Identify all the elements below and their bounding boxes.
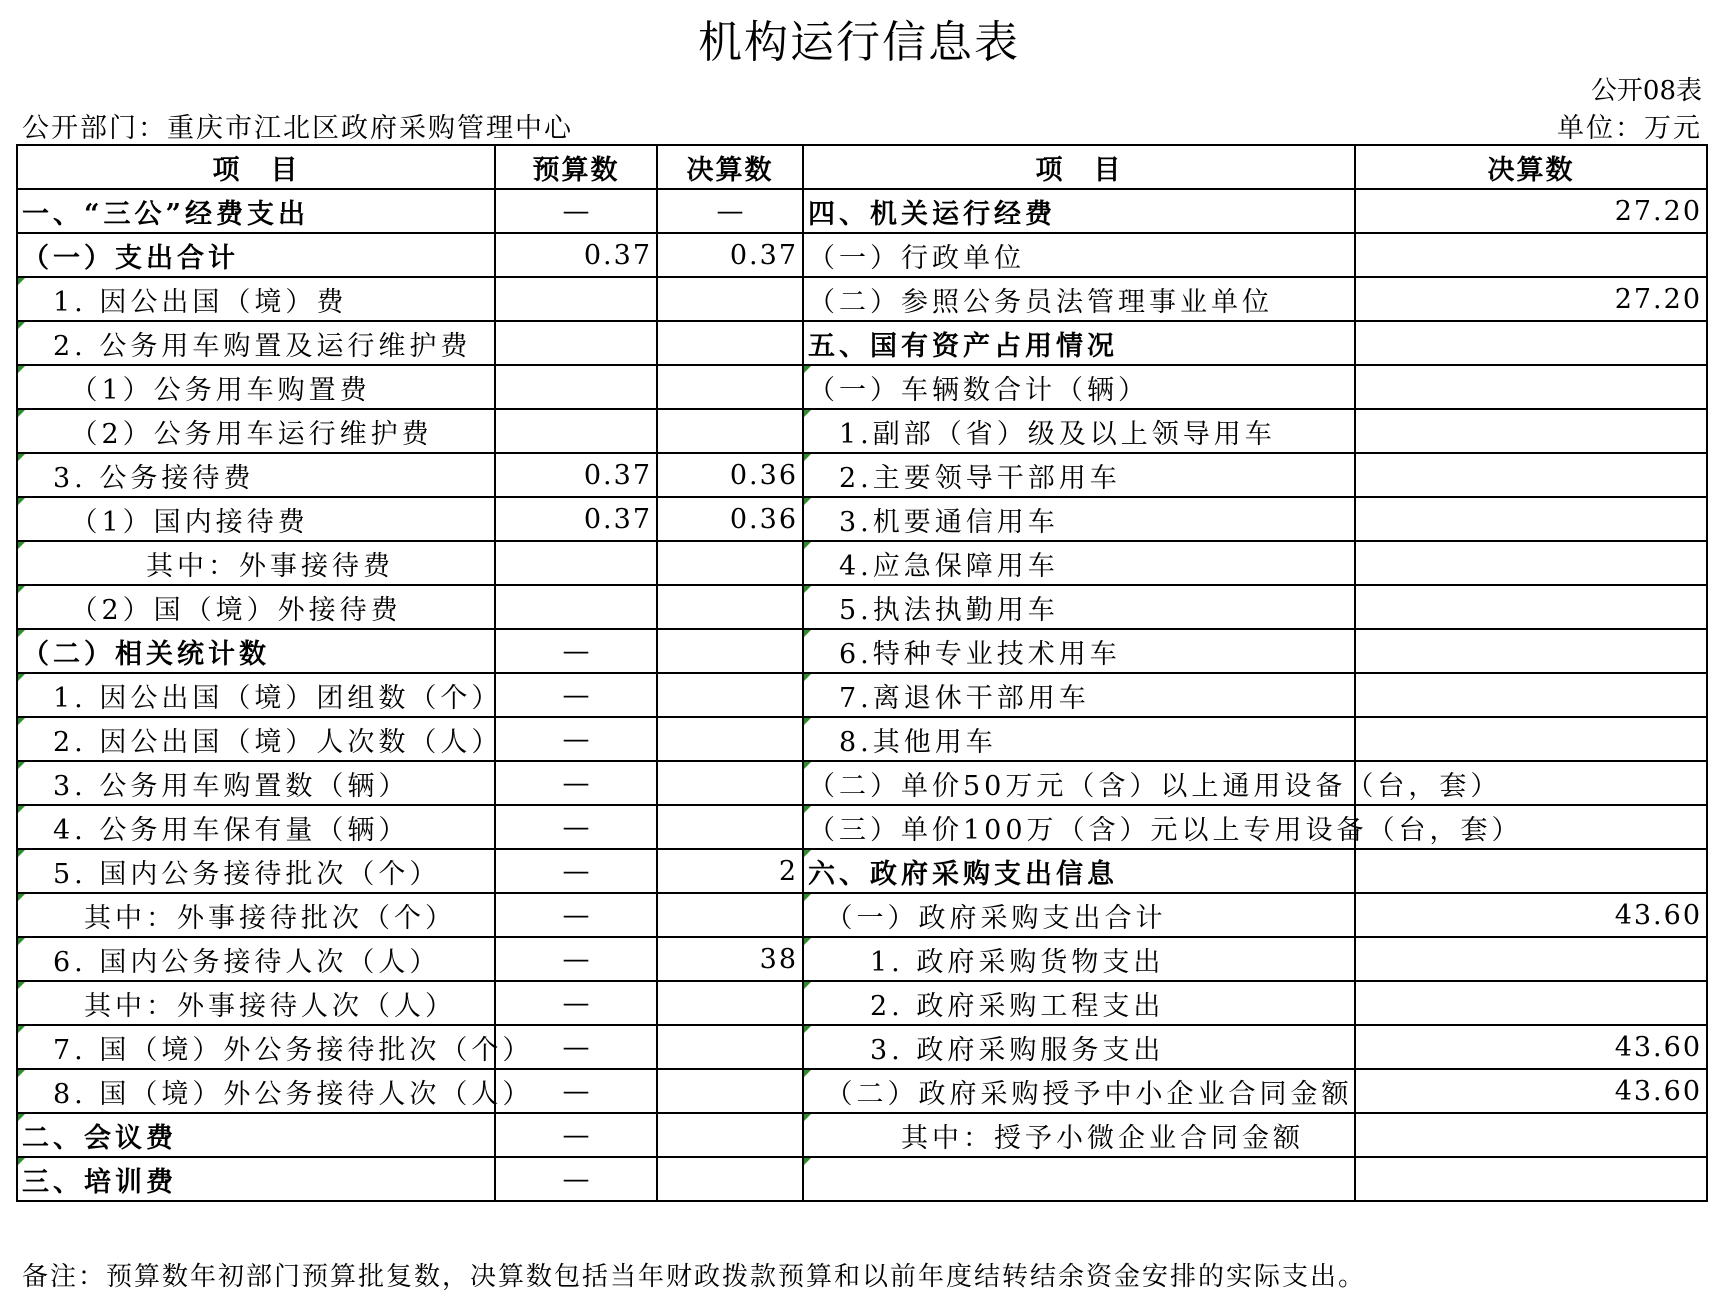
left-item-cell: 4. 公务用车保有量（辆） (17, 805, 495, 849)
table-row (17, 1069, 1707, 1113)
budget-cell (495, 409, 657, 453)
final-cell: 0.37 (657, 233, 803, 277)
right-item-cell: 2. 政府采购工程支出 (803, 981, 1355, 1025)
table-row (17, 585, 1707, 629)
right-final-cell (1355, 629, 1707, 673)
right-item-cell: 3. 政府采购服务支出 (803, 1025, 1355, 1069)
header-final-right: 决算数 (1355, 145, 1707, 189)
table-row (17, 805, 1707, 849)
right-item-cell (803, 1157, 1355, 1201)
page-title: 机构运行信息表 (698, 17, 1020, 68)
right-final-cell (1355, 321, 1707, 365)
table-row (17, 849, 1707, 893)
right-final-cell (1355, 585, 1707, 629)
final-cell (657, 673, 803, 717)
left-item-cell: （2）国（境）外接待费 (17, 585, 495, 629)
final-cell (657, 277, 803, 321)
left-item-cell: 其中：外事接待批次（个） (17, 893, 495, 937)
right-item-cell: 7.离退休干部用车 (803, 673, 1355, 717)
right-final-cell (1355, 541, 1707, 585)
left-item-cell: 其中：外事接待费 (17, 541, 495, 585)
right-final-cell: 27.20 (1355, 189, 1707, 233)
header-item: 项 目 (17, 145, 495, 189)
table-row (17, 893, 1707, 937)
budget-cell (495, 541, 657, 585)
right-item-cell: 六、政府采购支出信息 (803, 849, 1355, 893)
final-cell (657, 585, 803, 629)
budget-cell: — (495, 1069, 657, 1113)
left-item-cell: 5. 国内公务接待批次（个） (17, 849, 495, 893)
right-final-cell (1355, 1157, 1707, 1201)
right-item-cell: （二）单价50万元（含）以上通用设备（台，套） (803, 761, 1355, 805)
right-item-cell: （一）政府采购支出合计 (803, 893, 1355, 937)
budget-cell: — (495, 849, 657, 893)
header-item-right: 项 目 (803, 145, 1355, 189)
budget-cell: — (495, 1113, 657, 1157)
left-item-cell: （二）相关统计数 (17, 629, 495, 673)
right-final-cell (1355, 453, 1707, 497)
table-row (17, 233, 1707, 277)
budget-cell: — (495, 629, 657, 673)
table-row (17, 629, 1707, 673)
right-final-cell (1355, 981, 1707, 1025)
final-cell (657, 1025, 803, 1069)
right-item-cell: 5.执法执勤用车 (803, 585, 1355, 629)
left-item-cell: 2. 公务用车购置及运行维护费 (17, 321, 495, 365)
budget-cell: 0.37 (495, 233, 657, 277)
right-final-cell (1355, 497, 1707, 541)
left-item-cell: 三、培训费 (17, 1157, 495, 1201)
final-cell (657, 1157, 803, 1201)
left-item-cell: （1）公务用车购置费 (17, 365, 495, 409)
right-item-cell: 1.副部（省）级及以上领导用车 (803, 409, 1355, 453)
table-row (17, 937, 1707, 981)
final-cell (657, 1113, 803, 1157)
form-number: 公开08表 (1590, 76, 1702, 106)
budget-cell (495, 365, 657, 409)
left-item-cell: 3. 公务接待费 (17, 453, 495, 497)
final-cell (657, 981, 803, 1025)
budget-cell: — (495, 893, 657, 937)
department-label: 公开部门：重庆市江北区政府采购管理中心 (22, 113, 573, 144)
left-item-cell: 2. 因公出国（境）人次数（人） (17, 717, 495, 761)
footnote: 备注：预算数年初部门预算批复数，决算数包括当年财政拨款预算和以前年度结转结余资金安排的实际支出。 (22, 1262, 1367, 1292)
header-final: 决算数 (657, 145, 803, 189)
right-item-cell: 2.主要领导干部用车 (803, 453, 1355, 497)
final-cell: — (657, 189, 803, 233)
budget-cell: — (495, 937, 657, 981)
operation-info-table (16, 144, 1708, 1202)
table-row (17, 673, 1707, 717)
table-row (17, 717, 1707, 761)
budget-cell: — (495, 189, 657, 233)
table-row (17, 497, 1707, 541)
table-row (17, 277, 1707, 321)
table-row (17, 1025, 1707, 1069)
final-cell (657, 365, 803, 409)
table-row (17, 409, 1707, 453)
left-item-cell: 一、“三公”经费支出 (17, 189, 495, 233)
budget-cell: 0.37 (495, 497, 657, 541)
right-item-cell: 其中：授予小微企业合同金额 (803, 1113, 1355, 1157)
right-item-cell: （一）行政单位 (803, 233, 1355, 277)
left-item-cell: 二、会议费 (17, 1113, 495, 1157)
left-item-cell: 3. 公务用车购置数（辆） (17, 761, 495, 805)
table-row (17, 365, 1707, 409)
final-cell (657, 321, 803, 365)
final-cell (657, 761, 803, 805)
table-row (17, 189, 1707, 233)
right-item-cell: 1. 政府采购货物支出 (803, 937, 1355, 981)
right-final-cell (1355, 673, 1707, 717)
right-final-cell: 43.60 (1355, 1069, 1707, 1113)
right-final-cell (1355, 409, 1707, 453)
final-cell (657, 409, 803, 453)
budget-cell: — (495, 717, 657, 761)
right-final-cell (1355, 1113, 1707, 1157)
right-final-cell (1355, 761, 1707, 805)
budget-cell: — (495, 1025, 657, 1069)
right-final-cell (1355, 365, 1707, 409)
right-item-cell: （一）车辆数合计（辆） (803, 365, 1355, 409)
right-item-cell: 8.其他用车 (803, 717, 1355, 761)
header-budget: 预算数 (495, 145, 657, 189)
right-final-cell (1355, 717, 1707, 761)
right-final-cell (1355, 937, 1707, 981)
left-item-cell: 1. 因公出国（境）费 (17, 277, 495, 321)
final-cell (657, 541, 803, 585)
right-final-cell (1355, 849, 1707, 893)
right-item-cell: 6.特种专业技术用车 (803, 629, 1355, 673)
left-item-cell: 其中：外事接待人次（人） (17, 981, 495, 1025)
left-item-cell: （一）支出合计 (17, 233, 495, 277)
left-item-cell: 6. 国内公务接待人次（人） (17, 937, 495, 981)
table-row (17, 1157, 1707, 1201)
right-item-cell: 四、机关运行经费 (803, 189, 1355, 233)
left-item-cell: 8. 国（境）外公务接待人次（人） (17, 1069, 495, 1113)
table-header-row (17, 145, 1707, 189)
budget-cell: — (495, 673, 657, 717)
budget-cell: — (495, 761, 657, 805)
final-cell: 0.36 (657, 453, 803, 497)
budget-cell (495, 277, 657, 321)
table-row (17, 1113, 1707, 1157)
final-cell (657, 805, 803, 849)
final-cell: 38 (657, 937, 803, 981)
budget-cell: 0.37 (495, 453, 657, 497)
final-cell (657, 1069, 803, 1113)
left-item-cell: 7. 国（境）外公务接待批次（个） (17, 1025, 495, 1069)
table-row (17, 761, 1707, 805)
right-final-cell: 43.60 (1355, 1025, 1707, 1069)
right-final-cell: 43.60 (1355, 893, 1707, 937)
budget-cell (495, 585, 657, 629)
left-item-cell: 1. 因公出国（境）团组数（个） (17, 673, 495, 717)
right-item-cell: （二）参照公务员法管理事业单位 (803, 277, 1355, 321)
final-cell: 0.36 (657, 497, 803, 541)
right-final-cell: 27.20 (1355, 277, 1707, 321)
table-row (17, 541, 1707, 585)
left-item-cell: （2）公务用车运行维护费 (17, 409, 495, 453)
table-row (17, 981, 1707, 1025)
left-item-cell: （1）国内接待费 (17, 497, 495, 541)
budget-cell: — (495, 981, 657, 1025)
table-row (17, 453, 1707, 497)
right-item-cell: （三）单价100万（含）元以上专用设备（台，套） (803, 805, 1355, 849)
right-final-cell (1355, 805, 1707, 849)
right-item-cell: （二）政府采购授予中小企业合同金额 (803, 1069, 1355, 1113)
unit-label: 单位：万元 (1557, 113, 1702, 144)
budget-cell (495, 321, 657, 365)
right-item-cell: 3.机要通信用车 (803, 497, 1355, 541)
right-final-cell (1355, 233, 1707, 277)
right-item-cell: 五、国有资产占用情况 (803, 321, 1355, 365)
final-cell (657, 893, 803, 937)
final-cell (657, 629, 803, 673)
right-item-cell: 4.应急保障用车 (803, 541, 1355, 585)
table-row (17, 321, 1707, 365)
final-cell (657, 717, 803, 761)
budget-cell: — (495, 805, 657, 849)
budget-cell: — (495, 1157, 657, 1201)
final-cell: 2 (657, 849, 803, 893)
